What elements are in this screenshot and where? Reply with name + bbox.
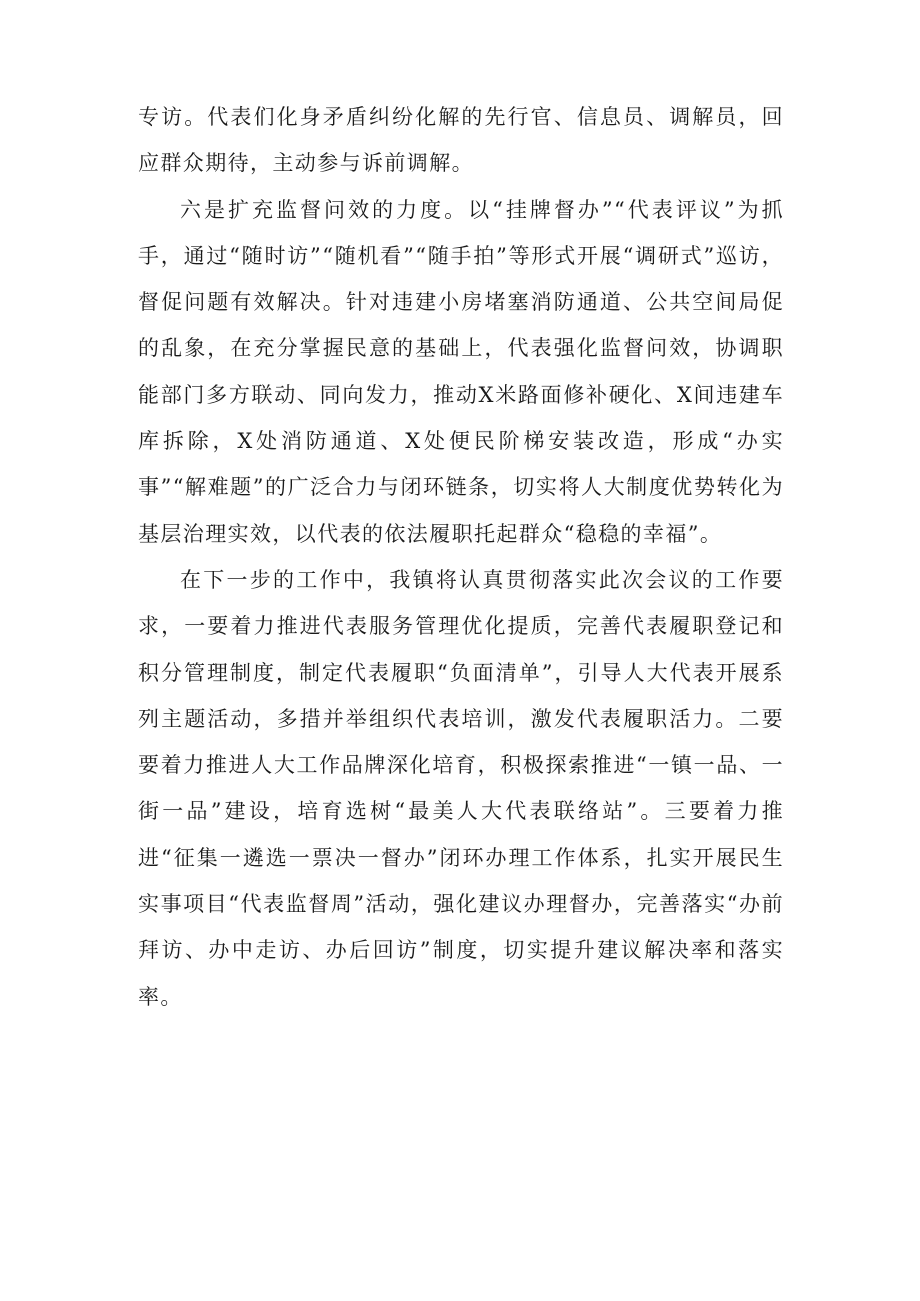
document-page — [138, 94, 784, 1020]
paragraph-next-steps: 在下一步的工作中，我镇将认真贯彻落实此次会议的工作要求，一要着力推进代表服务管理优化提质，完善代表履职登记和积分管理制度，制定代表履职“负面清单”，引导人大代表开展系列主题活动，多措并举组织代表培训，激发代表履职活力。二要要着力推进人大工作品牌深化培育，积极探索推进“一镇一品、一街一品”建设，培育选树“最美人大代表联络站”。三要着力推进“征集一遴选一票决一督办”闭环办理工作体系，扎实开展民生实事项目“代表监督周”活动，强化建议办理督办，完善落实“办前拜访、办中走访、办后回访”制度，切实提升建议解决率和落实率。 — [138, 567, 784, 1009]
paragraph-supervision: 六是扩充监督问效的力度。以“挂牌督办”“代表评议”为抓手，通过“随时访”“随机看”“随手拍”等形式开展“调研式”巡访，督促问题有效解决。针对违建小房堵塞消防通道、公共空间局促的乱象，在充分掌握民意的基础上，代表强化监督问效，协调职能部门多方联动、同向发力，推动X米路面修补硬化、X间违建车库拆除，X处消防通道、X处便民阶梯安装改造，形成“办实事”“解难题”的广泛合力与闭环链条，切实将人大制度优势转化为基层治理实效，以代表的依法履职托起群众“稳稳的幸福”。 — [138, 197, 784, 546]
paragraph-continuation: 专访。代表们化身矛盾纠纷化解的先行官、信息员、调解员，回应群众期待，主动参与诉前调解。 — [138, 105, 784, 176]
